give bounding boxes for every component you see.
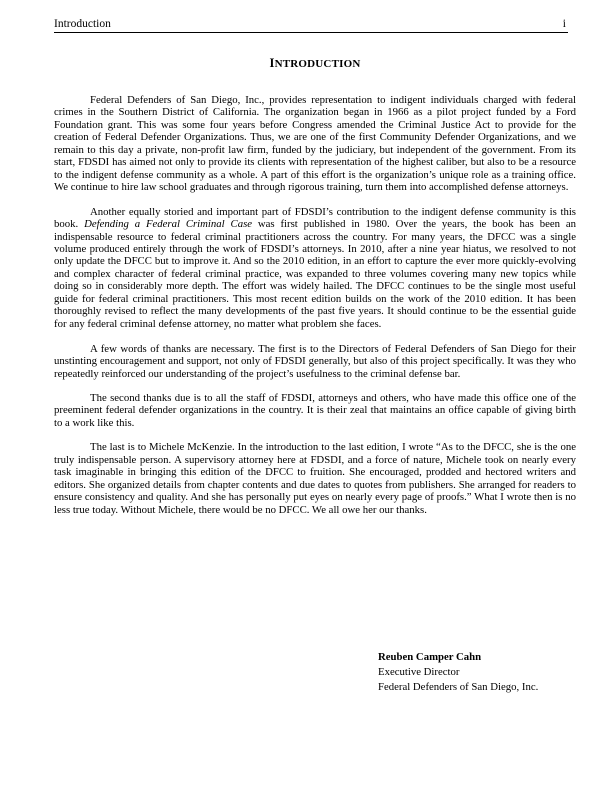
paragraph-history: Federal Defenders of San Diego, Inc., provides representation to indigent individuals charged with federal crimes in the Southern District of California. The organization began in 1966 as a pilot project funded by a Ford Foundation grant. This was some four years before Congress amended the Criminal Justice Act to provide for the creation of Federal Defender Organizations. Thus, we are one of the first Community Defender Organizations, and we remain to this day a private, non-profit law firm, funded by the judiciary, but independent of the government. From its start, FDSDI has aimed not only to provide its clients with representation of the highest caliber, but also to be a resource to the indigent defense community as a whole. A part of this effort is the organization’s unique role as a training office. We continue to hire law school graduates and through rigorous training, turn them into accomplished defense attorneys. bbox=[54, 94, 576, 194]
paragraph-thanks-directors: A few words of thanks are necessary. The first is to the Directors of Federal Defenders of San Diego for their unstinting encouragement and support, not only of FDSDI generally, but also of this project specifically. It was they who repeatedly reinforced our understanding of the project’s usefulness to the criminal defense bar. bbox=[54, 342, 576, 380]
running-header-title: Introduction bbox=[54, 18, 111, 30]
signature-title: Executive Director bbox=[378, 666, 460, 678]
paragraph-book-lead: Another equally storied and important part of FDSDI’s contribution to the indigent defense community is this book. bbox=[54, 205, 576, 231]
page-title-rest: NTRODUCTION bbox=[274, 58, 361, 70]
page-number: i bbox=[562, 18, 566, 30]
page-title bbox=[54, 56, 576, 71]
paragraph-thanks-staff: The second thanks due is to all the staff of FDSDI, attorneys and others, who have made this office one of the preeminent federal defender organizations in the country. It is their zeal that maintains an office capable of giving birth to a work like this. bbox=[54, 392, 576, 429]
running-header bbox=[54, 16, 568, 33]
body-text bbox=[54, 94, 576, 528]
signature-organization: Federal Defenders of San Diego, Inc. bbox=[378, 681, 539, 693]
signature-block bbox=[378, 650, 578, 695]
paragraph-book bbox=[54, 206, 576, 331]
paragraph-thanks-mckenzie: The last is to Michele McKenzie. In the introduction to the last edition, I wrote “As to the DFCC, she is the one truly indispensable person. A supervisory attorney here at FDSDI, and a force of nature, Michele took on nearly every task imaginable in bringing this edition of the DFCC to fruition. She encouraged, prodded and hectored writers and editors. She organized details from chapter contents and due dates to quotes from publishers. She arranged for readers to ensure consistency and quality. And she has personally put eyes on nearly every page of proofs.” What I wrote then is no less true today. Without Michele, there would be no DFCC. We all owe her our thanks. bbox=[54, 441, 576, 516]
page-title-initial: I bbox=[269, 56, 275, 70]
paragraph-book-rest: was first published in 1980. Over the years, the book has been an indispensable resource to federal criminal practitioners across the country. For many years, the DFCC was a single volume produced entirely through the work of FDSDI’s attorneys. In 2010, after a nine year hiatus, we resolved to not only update the DFCC but to improve it. And so the 2010 edition, in an effort to capture the ever more quickly-evolving and complex character of federal criminal practice, was expanded to three volumes covering many new topics while doing so in considerably more depth. The effort was widely hailed. The DFCC continues to be the single most useful guide for federal criminal practitioners. This most recent edition builds on the work of the 2010 edition. It has been thoroughly revised to reflect the many developments of the past five years. It should continue to be the essential guide for any federal criminal defense attorney, no matter what problem she faces. bbox=[54, 218, 577, 330]
book-title: Defending a Federal Criminal Case bbox=[84, 218, 253, 231]
signature-name: Reuben Camper Cahn bbox=[378, 651, 482, 663]
